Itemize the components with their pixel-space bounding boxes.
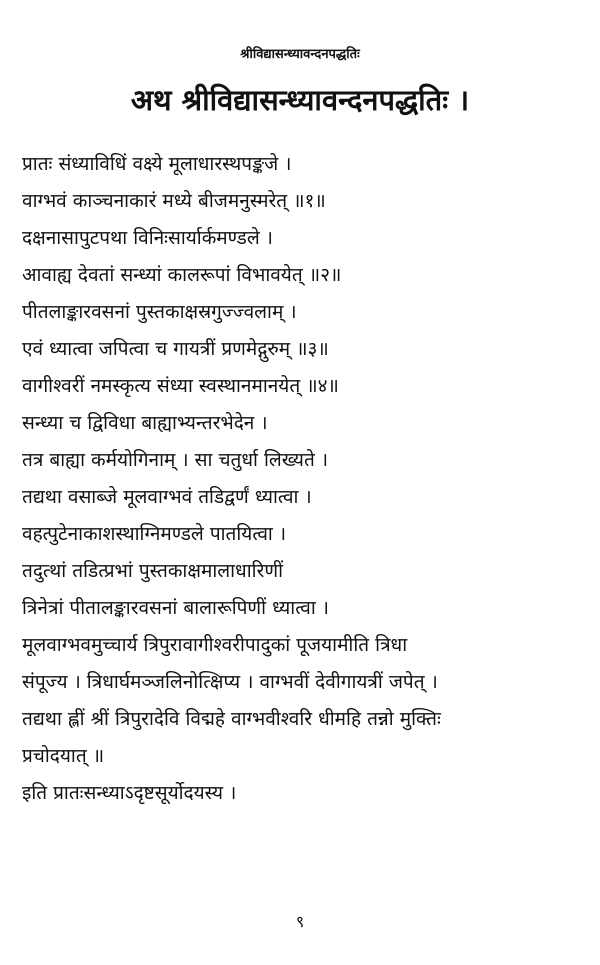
prose-line: प्रचोदयात् ॥ [22,745,105,767]
prose-line: मूलवाग्भवमुच्चार्य त्रिपुरावागीश्वरीपादुकां पूजयामीति त्रिधा [22,634,408,656]
page-title: अथ श्रीविद्यासन्ध्यावन्दनपद्धतिः । [130,83,470,117]
verse-block [22,146,582,812]
prose-line: तद्यथा ह्लीं श्रीं त्रिपुरादेवि विद्महे वाग्भवीश्वरि धीमहि तन्नो मुक्तिः [22,708,441,730]
prose-line: सन्ध्या च द्विविधा बाह्याभ्यन्तरभेदेन । [22,412,268,434]
running-header: श्रीविद्यासन्ध्यावन्दनपद्धतिः [240,47,360,62]
prose-line: वहत्पुटेनाकाशस्थाग्निमण्डले पातयित्वा । [22,523,287,545]
verse-line: प्रातः संध्याविधिं वक्ष्ये मूलाधारस्थपङ्कजे । [22,153,292,175]
verse-line: आवाह्य देवतां सन्ध्यां कालरूपां विभावयेत् ॥२॥ [22,264,342,286]
verse-line: पीतलाङ्कारवसनां पुस्तकाक्षस्रगुज्ज्वलाम् । [22,301,297,323]
prose-line: तत्र बाह्या कर्मयोगिनाम् । सा चतुर्धा लिख्यते । [22,449,329,471]
prose-line: तद्यथा वसाब्जे मूलवाग्भवं तडिद्वर्णं ध्यात्वा । [22,486,312,508]
page-number: ९ [295,912,305,931]
verse-line: दक्षनासापुटपथा विनिःसार्यार्कमण्डले । [22,227,273,249]
verse-line: एवं ध्यात्वा जपित्वा च गायत्रीं प्रणमेद्गुरुम् ॥३॥ [22,338,329,360]
prose-line: इति प्रातःसन्ध्याऽदृष्टसूर्योदयस्य । [22,782,237,804]
prose-line: त्रिनेत्रां पीतालङ्कारवसनां बालारूपिणीं ध्यात्वा । [22,597,329,619]
verse-line: वागीश्वरीं नमस्कृत्य संध्या स्वस्थानमानयेत् ॥४॥ [22,375,339,397]
prose-line: तदुत्थां तडित्प्रभां पुस्तकाक्षमालाधारिणीं [22,560,284,582]
verse-line: वाग्भवं काञ्चनाकारं मध्ये बीजमनुस्मरेत् ॥१॥ [22,190,326,212]
prose-line: संपूज्य । त्रिधार्घमञ्जलिनोत्क्षिप्य । वाग्भवीं देवीगायत्रीं जपेत् । [22,671,438,693]
